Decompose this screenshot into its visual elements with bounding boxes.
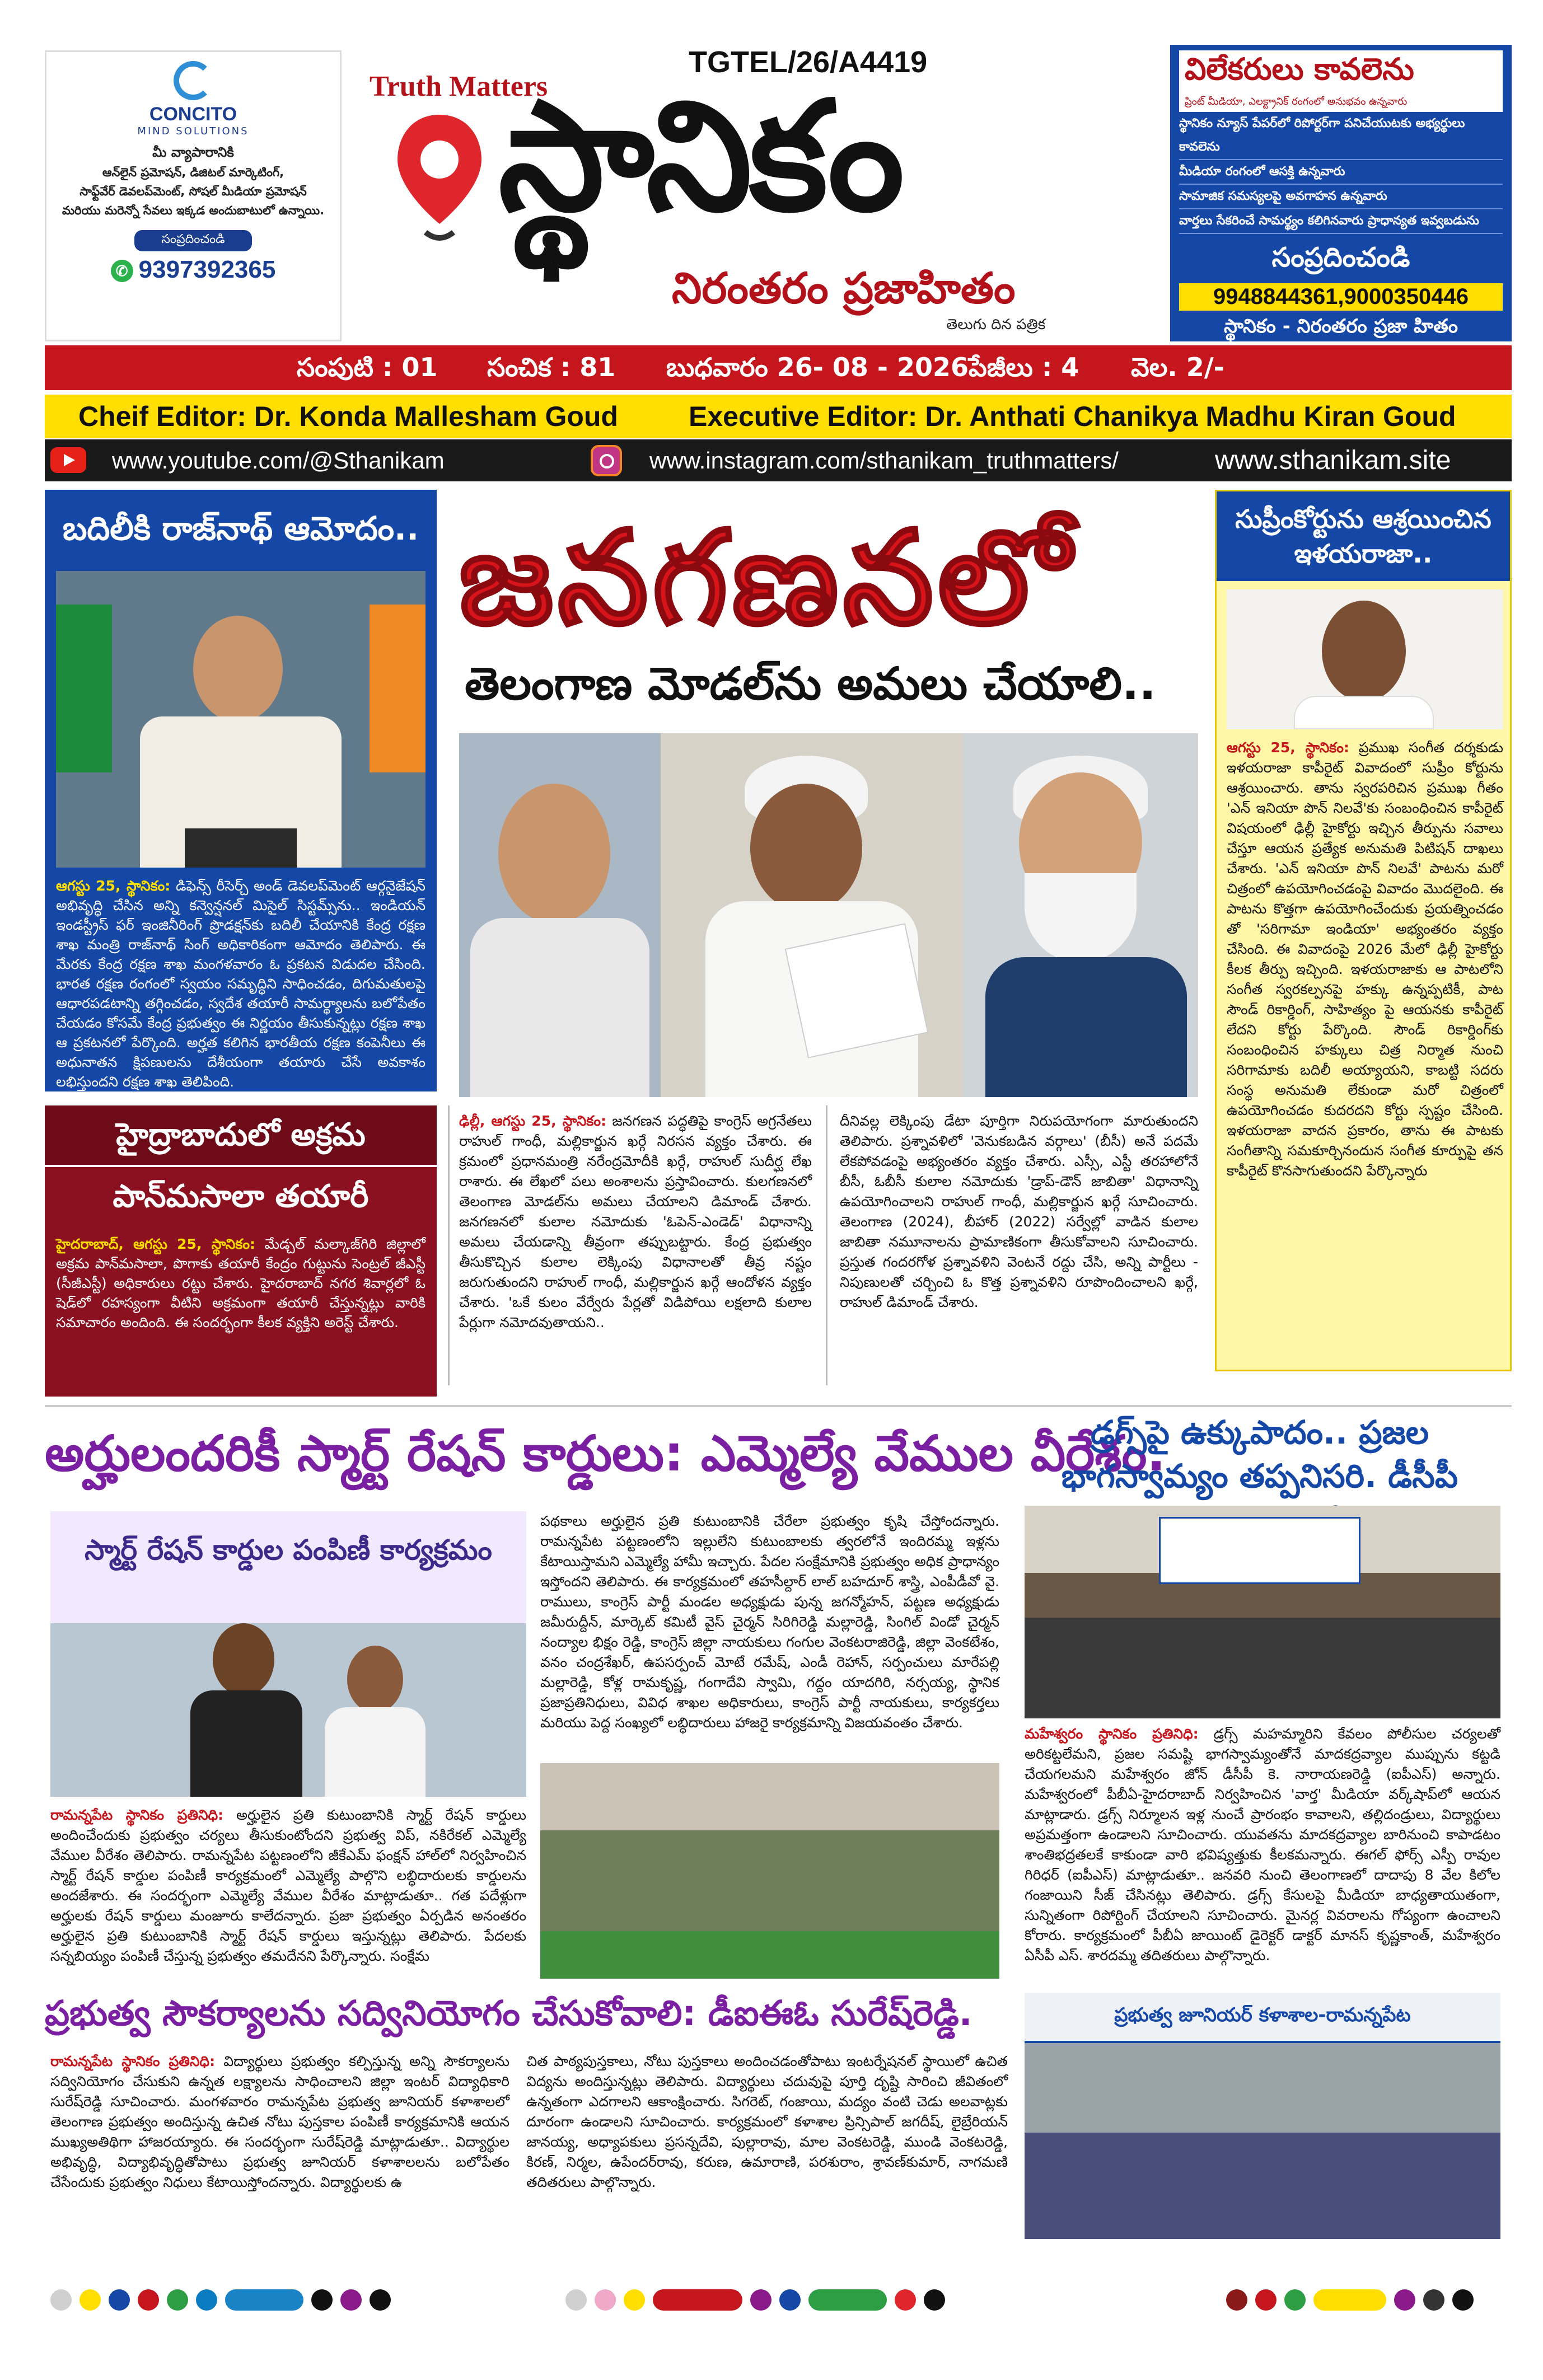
ad-right-brandline: స్థానికం - నిరంతరం ప్రజా హితం [1224, 315, 1458, 338]
masthead-title: స్థానికం [498, 68, 901, 245]
story-ration-dateline: రామన్నపేట స్థానికం ప్రతినిధి: [50, 1807, 224, 1823]
rajnath-photo [56, 571, 426, 868]
page-count: పేజీలు : 4 [969, 352, 1079, 382]
website-link[interactable]: www.sthanikam.site [1215, 446, 1451, 475]
story-deo-dateline: రామన్నపేట స్థానికం ప్రతినిధి: [50, 2053, 216, 2069]
lead-col-1-text: జనగణన పద్ధతిపై కాంగ్రెస్ అగ్రనేతలు రాహుల్ గాంధీ, మల్లికార్జున ఖర్గే నిరసన వ్యక్తం చేశారు. ఈ క్రమంలో ప్రధానమంత్రి నరేంద్రమోదీకి ఖర్గే, రాహుల్ సుదీర్ఘ లేఖ రాశారు. ఈ లేఖలో పలు అంశాలను ప్రస్తావించారు. కులగణనలో తెలంగాణ మోడల్‌ను అమలు చేయాలని డిమాండ్ చేశారు. జనగణనలో కులాల నమోదుకు 'ఓపెన్-ఎండెడ్' విధానాన్ని అమలు చేయడాన్ని తీవ్రంగా తప్పుబట్టారు. కేంద్ర ప్రభుత్వం తీసుకొచ్చిన కులాల లెక్కింపు విధానాలతో తీవ్ర నష్టం జరుగుతుందని రాహుల్ గాంధీ, మల్లికార్జున ఖర్గే ఆందోళన వ్యక్తం చేశారు. 'ఒకే కులం వేర్వేరు పేర్లతో విడిపోయి లక్షలాది కులాల పేర్లుగా నమోదవుతాయని.. [459, 1113, 812, 1330]
lead-col-2: దీనివల్ల లెక్కింపు డేటా పూర్తిగా నిరుపయోగంగా మారుతుందని తెలిపారు. ప్రశ్నావళిలో 'వెనుకబడిన వర్గాలు' (బీసీ) అనే పదమే లేకపోవడంపై అభ్యంతరం వ్యక్తం చేశారు. ఎస్సీ, ఎస్టీ తరహాలోనే బీసీ, ఓబీసీ కులాల నమోదుకు 'డ్రాప్-డౌన్ జాబితా' విధానాన్ని ఉపయోగించాలని రాహుల్ గాంధీ, మల్లికార్జున ఖర్గే సూచించారు. తెలంగాణ (2024), బీహార్ (2022) సర్వేల్లో వాడిన కులాల జాబితా నమూనాలను ప్రామాణికంగా తీసుకోవాలని సూచించారు. ప్రస్తుత గందరగోళ ప్రశ్నావళిని వెంటనే రద్దు చేసి, అన్ని పార్టీలు - నిపుణులతో చర్చించి ఓ కొత్త ప్రశ్నావళిని రూపొందించాలని ఖర్గే, రాహుల్ డిమాండ్ చేశారు. [840, 1113, 1198, 1310]
story-ilayaraja-body [1227, 738, 1503, 1181]
story-panmasala [45, 1105, 437, 1397]
story-ilayaraja-dateline: ఆగస్టు 25, స్థానికం: [1227, 739, 1349, 756]
price: వెల. 2/- [1131, 352, 1224, 382]
youtube-icon [50, 447, 86, 473]
drugs-photo [1025, 1506, 1500, 1718]
registration-marks-left [50, 2289, 399, 2311]
story-panmasala-body [45, 1229, 437, 1338]
whatsapp-icon: ✆ [111, 260, 133, 282]
story-deo-col-2: చిత పాఠ్యపుస్తకాలు, నోటు పుస్తకాలు అందించడంతోపాటు ఇంటర్నేషనల్ స్థాయిలో ఉచిత విద్యను అందిస్తున్నట్లు తెలిపారు. విద్యార్థులు చదువుపై పూర్తి దృష్టి సారించి జీవితంలో ఉన్నతంగా ఎదగాలని ఆకాంక్షించారు. సిగరెట్, గంజాయి, మద్యం వంటి చెడు అలవాట్లకు దూరంగా ఉండాలని సూచించారు. కార్యక్రమంలో కళాశాల ప్రిన్సిపాల్ జగదీష్, లైబ్రేరియన్ జానయ్య, అధ్యాపకులు ప్రసన్నదేవి, పుల్లారావు, మాల వెంకటరెడ్డి, ముండి వెంకటరెడ్డి, కిరణ్, నిర్మల, ఉపేందర్‌రావు, కరుణ, ఉమారాణి, పరశురాం, శ్రావణ్‌కుమార్, నాగమణి తదితరులు పాల్గొన్నారు. [526, 2053, 1008, 2190]
story-ration-col-1-text: అర్హులైన ప్రతి కుటుంబానికి స్మార్ట్ రేషన్ కార్డులు అందించేందుకు ప్రభుత్వం చర్యలు తీసుకుంటోందని ప్రభుత్వ విప్, నకిరేకల్ ఎమ్మెల్యే వేముల వీరేశం తెలిపారు. రామన్నపేట పట్టణంలోని జీకేఎమ్ ఫంక్షన్ హాల్‌లో నిర్వహించిన స్మార్ట్ రేషన్ కార్డుల పంపిణీ కార్యక్రమంలో ఎమ్మెల్యే పాల్గొని లబ్ధిదారులకు కార్డులను అందజేశారు. ఈ సందర్భంగా ఎమ్మెల్యే వేముల వీరేశం మాట్లాడుతూ.. గత పదేళ్లుగా అర్హులకు రేషన్ కార్డులు మంజూరు కాలేదన్నారు. ప్రజా ప్రభుత్వం ఏర్పడిన అనంతరం అర్హులైన ప్రతి కుటుంబానికి స్మార్ట్ రేషన్ కార్డులు ఇస్తున్నట్లు తెలిపారు. పేదలకు సన్నబియ్యం పంపిణీ చేస్తున్న ప్రభుత్వం తమదేనని పేర్కొన్నారు. సంక్షేమ [50, 1807, 526, 1964]
lead-photo [459, 733, 1198, 1097]
ad-brand-sub: MIND SOLUTIONS [137, 125, 249, 137]
story-ilayaraja-text: ప్రముఖ సంగీత దర్శకుడు ఇళయరాజా కాపీరైట్ వివాదంలో సుప్రీం కోర్టును ఆశ్రయించారు. తాను స్వరపరిచిన ప్రముఖ గీతం 'ఎన్ ఇనియా పొన్ నిలవే'కు సంబంధించిన కాపీరైట్ విషయంలో ఢిల్లీ హైకోర్టు ఇచ్చిన తీర్పును సవాలు చేస్తూ ఆయన ప్రత్యేక అనుమతి పిటిషన్ దాఖలు చేశారు. 'ఎన్ ఇనియా పొన్ నిలవే' పాటను మరో చిత్రంలో ఉపయోగించడంపై వివాదం మొదలైంది. ఈ పాటను కొత్తగా ఉపయోగించేందుకు ప్రయత్నించడం తో 'సరిగామా ఇండియా' అభ్యంతరం వ్యక్తం చేసింది. ఈ వివాదంపై 2026 మేలో ఢిల్లీ హైకోర్టు కీలక తీర్పు ఇచ్చింది. ఇళయరాజాకు ఆ పాటలోని సంగీత స్వరకల్పనపై హక్కు ఉన్నప్పటికీ, పాట సౌండ్ రికార్డింగ్, సాహిత్యం పై ఆయనకు కాపీరైట్ లేదని కోర్టు పేర్కొంది. సౌండ్ రికార్డింగ్‌కు సంబంధించిన హక్కులు చిత్ర నిర్మాత నుంచి సరిగామాకు బదిలీ అయ్యాయని, కాబట్టి సదరు సంస్థ అనుమతి లేకుండా మరో చిత్రంలో ఉపయోగించడం కుదరదని కోర్టు స్పష్టం చేసింది. ఇళయరాజా వాదన ప్రకారం, తాను ఈ పాటకు సంగీతాన్ని సమకూర్చినందున సంగీత కూర్పుపై తన కాపీరైట్ కొనసాగుతుందని పేర్కొన్నారు [1227, 739, 1503, 1179]
section-separator [45, 1405, 1512, 1407]
story-panmasala-dateline: హైదరాబాద్, ఆగస్టు 25, స్థానికం: [56, 1236, 256, 1252]
story-deo-headline: ప్రభుత్వ సౌకర్యాలను సద్వినియోగం చేసుకోవాలి: డీఐఈఓ సురేష్‌రెడ్డి. [45, 1993, 972, 2034]
story-panmasala-headline-2: పాన్‌మసాలా తయారీ [113, 1178, 369, 1215]
story-panmasala-headline-1: హైద్రాబాదులో అక్రమ [45, 1105, 437, 1167]
instagram-icon [591, 445, 622, 476]
ad-concito [45, 50, 342, 341]
story-drugs-dateline: మహేశ్వరం స్థానికం ప్రతినిధి: [1025, 1726, 1199, 1742]
column-rule [448, 1105, 450, 1385]
ad-right-phones: 9948844361,9000350446 [1179, 283, 1503, 311]
tagline: Truth Matters [370, 71, 548, 102]
ration-crowd-photo [540, 1763, 999, 1979]
registration-number: TGTEL/26/A4419 [689, 45, 928, 79]
editors-bar [45, 395, 1512, 438]
lead-photo-center [661, 733, 963, 1097]
ad-right-sub: ప్రింట్ మీడియా, ఎలక్ట్రానిక్ రంగంలో అనుభవం ఉన్నవారు [1179, 96, 1503, 112]
story-panmasala-text: మేడ్చల్ మల్కాజ్‌గిరి జిల్లాలో అక్రమ పాన్‌మసాలా, పొగాకు తయారీ కేంద్రం గుట్టును సెంట్రల్ జీఎస్టీ (సీజీఎస్టీ) అధికారులు రట్టు చేశారు. హైదరాబాద్ నగర శివార్లలో ఓ షెడ్‌లో రహస్యంగా వీటిని అక్రమంగా తయారీ చేస్తున్నట్లు వారికి సమాచారం అందింది. ఈ సందర్భంగా కీలక వ్యక్తిని అరెస్ట్ చేశారు. [56, 1236, 426, 1330]
deo-banner-text: ప్రభుత్వ జూనియర్ కళాశాల-రామన్నపేట [1114, 2004, 1411, 2026]
story-drugs-headline: డ్రగ్స్‌పై ఉక్కుపాదం.. ప్రజల భాగస్వామ్యం తప్పనిసరి. డీసీపీ [1061, 1413, 1458, 1495]
story-ration-headline: అర్హులందరికీ స్మార్ట్ రేషన్ కార్డులు: ఎమ్మెల్యే వేముల వీరేశం. [45, 1425, 1166, 1482]
lead-headline: జనగణనలో [459, 504, 1075, 653]
ad-phone-number: 9397392365 [138, 256, 276, 283]
ad-line-1: మీ వ్యాపారానికి [152, 144, 234, 160]
story-ration-col-2: పథకాలు అర్హులైన ప్రతి కుటుంబానికి చేరేలా ప్రభుత్వం కృషి చేస్తోందన్నారు. రామన్నపేట పట్టణంలోని ఇల్లులేని కుటుంబాలకు త్వరలోనే ఇందిరమ్మ ఇళ్లను కేటాయిస్తామని ఎమ్మెల్యే హామీ ఇచ్చారు. పేదల సంక్షేమానికి ప్రభుత్వం అధిక ప్రాధాన్యం ఇస్తోందని తెలిపారు. ఈ కార్యక్రమంలో తహసీల్దార్ లాల్ బహదూర్ శాస్త్రి, ఎంపీడీవో వై. రాములు, కాంగ్రెస్ పార్టీ మండల అధ్యక్షుడు పున్న జగన్మోహన్, పట్టణ అధ్యక్షుడు జమీరుద్దీన్, మార్కెట్ కమిటీ వైస్ చైర్మన్ సిరిగిరెడ్డి మల్లారెడ్డి, సింగిల్ విండో చైర్మన్ నంద్యాల భిక్షం రెడ్డి, కాంగ్రెస్ జిల్లా నాయకులు గంగుల వెంకటరాజిరెడ్డి, జిల్లా వెంకటేశం, వనం చంద్రశేఖర్, ఉపసర్పంచ్ మోటే రమేష్, ఎండీ రెహాన్, సర్పంచులు మారేపల్లి మల్లారెడ్డి, కోళ్ల రామకృష్ణ, గంగాదేవి స్వామి, గద్దం యాదగిరి, నర్సయ్య, స్థానిక ప్రజాప్రతినిధులు, వివిధ శాఖల అధికారులు, కాంగ్రెస్ పార్టీ నాయకులు, కార్యకర్తలు మరియు పెద్ద సంఖ్యలో లబ్ధిదారులు హాజరై కార్యక్రమాన్ని విజయవంతం చేశారు. [540, 1513, 999, 1731]
issue-info-bar [45, 345, 1512, 390]
ad-contact-label: సంప్రదించండి [134, 230, 252, 251]
issue-number: సంచిక : 81 [487, 352, 616, 382]
ad-brand: CONCITO [149, 104, 237, 125]
story-ilayaraja [1215, 490, 1512, 1371]
lead-subheadline: తెలంగాణ మోడల్‌ను అమలు చేయాలి.. [465, 658, 1156, 710]
registration-marks-center [565, 2289, 953, 2311]
ilayaraja-photo [1227, 589, 1503, 729]
concito-logo-icon [174, 61, 213, 100]
lead-photo-right [963, 733, 1198, 1097]
ad-right-req-4: వార్తలు సేకరించే సామర్థ్యం కలిగినవారు ప్రాధాన్యత ఇవ్వబడును [1179, 209, 1503, 234]
column-rule [826, 1105, 827, 1385]
issue-date: బుధవారం 26- 08 - 2026 [666, 352, 969, 382]
story-deo-col-1-text: విద్యార్థులు ప్రభుత్వం కల్పిస్తున్న అన్ని సౌకర్యాలను సద్వినియోగం చేసుకుని ఉన్నత లక్ష్యాలను సాధించాలని జిల్లా ఇంటర్ విద్యాధికారి సురేష్‌రెడ్డి సూచించారు. మంగళవారం రామన్నపేట ప్రభుత్వ జూనియర్ కళాశాలలో తెలంగాణ ప్రభుత్వం అందిస్తున్న ఉచిత నోటు పుస్తకాల పంపిణీ కార్యక్రమానికి ఆయన ముఖ్యఅతిథిగా హాజరయ్యారు. ఈ సందర్భంగా సురేష్‌రెడ్డి మాట్లాడుతూ.. విద్యార్థుల అభివృద్ధి, విద్యాభివృద్ధితోపాటు ప్రభుత్వ జూనియర్ కళాశాలలను బలోపేతం చేసేందుకు ప్రభుత్వం నిధులు కేటాయిస్తోందన్నారు. విద్యార్థులకు ఉ [50, 2053, 509, 2190]
chief-editor: Cheif Editor: Dr. Konda Mallesham Goud [78, 401, 618, 432]
ad-phone [58, 256, 329, 284]
ad-line-4: మరియు మరెన్నో సేవలు ఇక్కడ అందుబాటులో ఉన్నాయి. [62, 204, 325, 217]
story-deo-col-1 [50, 2051, 509, 2192]
location-pin-icon [392, 112, 487, 246]
ad-right-req-3: సామాజిక సమస్యలపై అవగాహన ఉన్నవారు [1179, 185, 1503, 209]
instagram-link[interactable]: www.instagram.com/sthanikam_truthmatters/ [649, 447, 1119, 474]
executive-editor: Executive Editor: Dr. Anthati Chanikya Madhu Kiran Goud [689, 401, 1456, 432]
ad-line-3: సాఫ్ట్‌వేర్ డెవలప్‌మెంట్, సోషల్ మీడియా ప్రమోషన్ [80, 185, 307, 198]
lead-col-1 [459, 1111, 812, 1333]
ad-line-2: ఆన్‌లైన్ ప్రమోషన్, డిజిటల్ మార్కెటింగ్, [102, 166, 284, 179]
registration-marks-right [1226, 2289, 1481, 2311]
daily-label: తెలుగు దిన పత్రిక [946, 316, 1046, 333]
ad-reporters-wanted [1170, 45, 1512, 341]
lead-photo-left [459, 733, 661, 1097]
ad-right-contact: సంప్రదించండి [1271, 242, 1410, 273]
story-rajnath-headline: బదిలీకి రాజ్‌నాథ్ ఆమోదం.. [62, 509, 419, 547]
story-ration-col-1 [50, 1805, 526, 1966]
ad-right-req-2: మీడియా రంగంలో ఆసక్తి ఉన్నవారు [1179, 160, 1503, 185]
story-drugs-body [1025, 1724, 1500, 1966]
story-drugs-text: డ్రగ్స్ మహమ్మారిని కేవలం పోలీసుల చర్యలతో అరికట్టలేమని, ప్రజల సమష్టి భాగస్వామ్యంతోనే మాదకద్రవ్యాల ముప్పును కట్టడి చేయగలమని మహేశ్వరం జోన్ డీసీపీ కె. నారాయణరెడ్డి (ఐపీఎస్) అన్నారు. మహేశ్వరంలో పీబీఏ-హైదరాబాద్ నిర్వహించిన 'వార్త' మీడియా వర్క్‌షాప్‌లో ఆయన మాట్లాడారు. డ్రగ్స్ నిర్మూలన ఇళ్ల నుంచే ప్రారంభం కావాలని, తల్లిదండ్రులు, విద్యార్థులు అప్రమత్తంగా ఉండాలని సూచించారు. యువతను మాదకద్రవ్యాల బారినుంచి కాపాడటం శాంతిభద్రతలకే కాకుండా వారి భవిష్యత్తుకు కీలకమన్నారు. ఈగల్ ఫోర్స్ ఎస్పీ రావుల గిరిధర్ (ఐపీఎస్) మాట్లాడుతూ.. జనవరి నుంచి తెలంగాణలో దాదాపు 8 వేల కిలోల గంజాయిని సీజ్ చేసినట్లు తెలిపారు. డ్రగ్స్ కేసులపై మీడియా బాధ్యతాయుతంగా, సున్నితంగా రిపోర్టింగ్ చేయాలని సూచించారు. మైనర్ల వివరాలను గోప్యంగా ఉంచాలని కోరారు. కార్యక్రమంలో పీబీఏ జాయింట్ డైరెక్టర్ డాక్టర్ మానస్ కృష్ణకాంత్, మహేశ్వరం ఏసీపీ ఎస్. శారదమ్మ తదితరులు పాల్గొన్నారు. [1025, 1726, 1500, 1964]
ad-right-req-1: స్థానికం న్యూస్ పేపర్‌లో రిపోర్టర్‌గా పనిచేయుటకు అభ్యర్థులు కావలెను [1179, 112, 1503, 160]
story-ilayaraja-headline: సుప్రీంకోర్టును ఆశ్రయించిన ఇళయరాజా.. [1217, 491, 1510, 581]
lead-dateline: ఢిల్లీ, ఆగస్టు 25, స్థానికం: [459, 1113, 606, 1129]
story-rajnath [45, 490, 437, 1091]
youtube-link[interactable]: www.youtube.com/@Sthanikam [112, 447, 445, 474]
story-rajnath-dateline: ఆగస్టు 25, స్థానికం: [56, 878, 171, 894]
ration-photo [50, 1511, 526, 1797]
masthead-motto: నిరంతరం ప్రజాహితం [672, 263, 1016, 313]
deo-photo [1025, 1993, 1500, 2239]
volume: సంపుటి : 01 [297, 352, 438, 382]
story-rajnath-text: డిఫెన్స్ రీసెర్చ్ అండ్ డెవలప్‌మెంట్ ఆర్గనైజేషన్ అభివృద్ధి చేసిన అన్ని కన్వెన్షనల్ మిసైల్ సిస్టమ్స్‌ను.. ఇండియన్ ఇండస్ట్రీస్ ఫర్ ఇంజినీరింగ్ ప్రొడక్షన్‌కు బదిలీ చేయానికి కేంద్ర రక్షణ శాఖ మంత్రి రాజ్‌నాథ్ సింగ్ అధికారికంగా ఆమోదం తెలిపారు. ఈ మేరకు కేంద్ర రక్షణ శాఖ మంగళవారం ఓ ప్రకటన విడుదల చేసింది. భారత రక్షణ రంగంలో స్వయం సమృద్ధిని సాధించడం, దిగుమతులపై ఆధారపడటాన్ని తగ్గించడం, స్వదేశ తయారీ సామర్థ్యాలను బలోపేతం చేయడం కోసమే కేంద్ర ప్రభుత్వం ఈ నిర్ణయం తీసుకున్నట్లు రక్షణ శాఖ ఆ ప్రకటనలో పేర్కొంది. అర్హత కలిగిన భారతీయ రక్షణ కంపెనీలు ఈ అధునాతన క్షిపణులను దేశీయంగా తయారు చేసే అవకాశం లభిస్తుందని రక్షణ శాఖ తెలిపింది. [56, 878, 426, 1090]
ration-banner-text: స్మార్ట్ రేషన్ కార్డుల పంపిణీ కార్యక్రమం [85, 1534, 492, 1566]
story-rajnath-body [56, 876, 426, 1091]
ad-right-heading: విలేకరులు కావలెను [1179, 50, 1503, 96]
social-bar [45, 439, 1512, 481]
